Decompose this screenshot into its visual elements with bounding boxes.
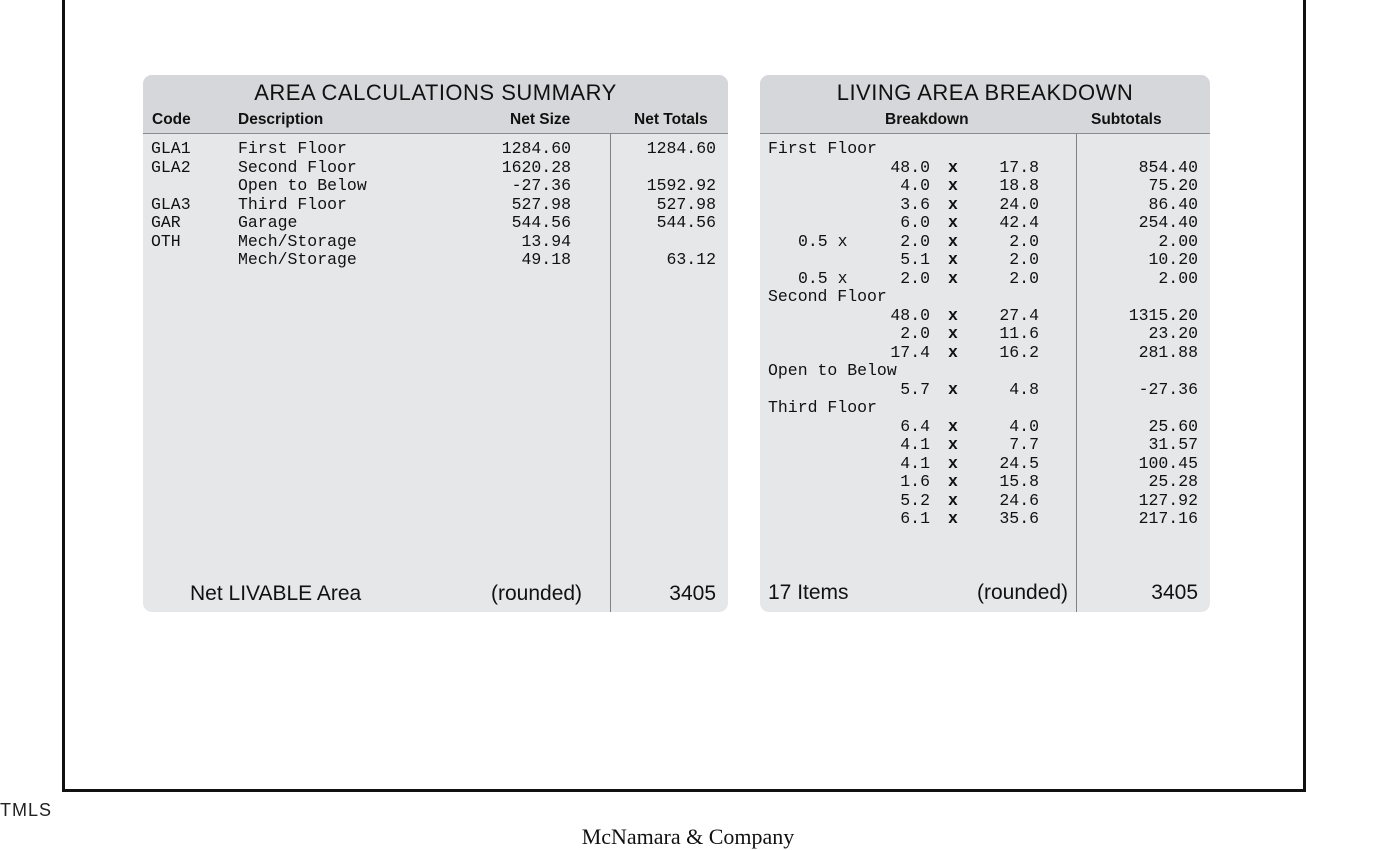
- row-subtotal: 254.40: [1138, 213, 1198, 232]
- table-row: [143, 251, 728, 270]
- breakdown-title: LIVING AREA BREAKDOWN: [836, 80, 1134, 105]
- row-dim-b: 24.5: [999, 453, 1039, 473]
- table-row: [760, 177, 1210, 196]
- table-row: [760, 418, 1210, 437]
- table-row: [760, 307, 1210, 326]
- table-row: [760, 325, 1210, 344]
- row-dim-a: 5.7: [900, 379, 930, 399]
- summary-footer-rounded: (rounded): [491, 582, 583, 605]
- row-net-size: 1284.60: [501, 139, 571, 158]
- row-subtotal: 25.60: [1148, 416, 1198, 436]
- row-description: Mech/Storage: [238, 231, 357, 251]
- row-times: x: [948, 342, 958, 362]
- row-subtotal: 75.20: [1148, 176, 1198, 195]
- row-subtotal: 217.16: [1138, 509, 1198, 528]
- row-description: First Floor: [238, 139, 347, 158]
- row-dim-a: 2.0: [900, 268, 930, 288]
- row-dim-a: 2.0: [900, 324, 930, 343]
- row-dim-b: 7.7: [1009, 435, 1039, 454]
- section-row: [760, 399, 1210, 418]
- row-dim-a: 48.0: [890, 157, 930, 177]
- section-label: Open to Below: [768, 361, 897, 380]
- table-row: [760, 436, 1210, 455]
- table-row: [760, 233, 1210, 252]
- row-code: GLA1: [151, 139, 191, 158]
- row-description: Mech/Storage: [238, 250, 357, 269]
- row-dim-a: 6.1: [900, 509, 930, 528]
- row-subtotal: 31.57: [1148, 435, 1198, 454]
- row-description: Garage: [238, 213, 298, 232]
- table-row: [760, 492, 1210, 511]
- table-row: [760, 196, 1210, 215]
- row-dim-a: 2.0: [900, 231, 930, 251]
- table-row: [760, 510, 1210, 529]
- row-dim-b: 16.2: [999, 342, 1039, 362]
- row-times: x: [948, 268, 958, 288]
- row-subtotal: 2.00: [1158, 231, 1198, 251]
- row-times: x: [948, 416, 958, 436]
- living-area-breakdown-panel: [760, 75, 1210, 612]
- table-row: [143, 140, 728, 159]
- row-dim-b: 27.4: [999, 305, 1039, 325]
- breakdown-header: [760, 75, 1210, 134]
- table-row: [143, 196, 728, 215]
- row-code: GAR: [151, 213, 181, 232]
- table-row: [760, 455, 1210, 474]
- col-breakdown: Breakdown: [885, 111, 969, 128]
- row-dim-b: 35.6: [999, 509, 1039, 528]
- row-net-total: 1284.60: [646, 139, 716, 158]
- row-net-size: 544.56: [511, 213, 571, 232]
- row-times: x: [948, 490, 958, 510]
- area-calculations-summary-panel: [143, 75, 728, 612]
- row-times: x: [948, 176, 958, 195]
- row-dim-b: 18.8: [999, 176, 1039, 195]
- row-times: x: [948, 213, 958, 232]
- row-description: Second Floor: [238, 157, 357, 177]
- row-dim-a: 1.6: [900, 472, 930, 491]
- section-label: First Floor: [768, 139, 877, 158]
- row-times: x: [948, 472, 958, 491]
- row-times: x: [948, 250, 958, 269]
- row-dim-b: 4.8: [1009, 379, 1039, 399]
- row-subtotal: 10.20: [1148, 250, 1198, 269]
- row-dim-a: 4.1: [900, 435, 930, 454]
- row-code: OTH: [151, 231, 181, 251]
- row-dim-a: 4.1: [900, 453, 930, 473]
- row-times: x: [948, 231, 958, 251]
- breakdown-footer-total: 3405: [1151, 581, 1198, 604]
- row-subtotal: 127.92: [1138, 490, 1198, 510]
- summary-footer-label: Net LIVABLE Area: [190, 582, 362, 605]
- row-net-size: 49.18: [521, 250, 571, 269]
- row-code: GLA3: [151, 194, 191, 214]
- table-row: [760, 344, 1210, 363]
- summary-header: [143, 75, 728, 134]
- row-dim-b: 17.8: [999, 157, 1039, 177]
- row-dim-b: 24.6: [999, 490, 1039, 510]
- row-subtotal: 100.45: [1138, 453, 1198, 473]
- row-subtotal: 25.28: [1148, 472, 1198, 491]
- row-net-size: -27.36: [511, 176, 571, 195]
- row-subtotal: 854.40: [1138, 157, 1198, 177]
- row-net-size: 1620.28: [501, 157, 571, 177]
- table-row: [760, 381, 1210, 400]
- row-times: x: [948, 324, 958, 343]
- section-label: Third Floor: [768, 398, 877, 417]
- row-dim-a: 5.1: [900, 250, 930, 269]
- col-description: Description: [238, 111, 324, 128]
- company-name: McNamara & Company: [581, 824, 795, 849]
- breakdown-footer-items: 17 Items: [768, 581, 849, 604]
- row-dim-a: 5.2: [900, 490, 930, 510]
- row-dim-a: 48.0: [890, 305, 930, 325]
- row-description: Third Floor: [238, 194, 347, 214]
- table-row: [760, 214, 1210, 233]
- row-factor: 0.5 x: [798, 231, 848, 251]
- row-dim-b: 2.0: [1009, 231, 1039, 251]
- row-dim-b: 2.0: [1009, 268, 1039, 288]
- row-dim-b: 4.0: [1009, 416, 1039, 436]
- col-net-size: Net Size: [510, 111, 571, 128]
- section-label: Second Floor: [768, 287, 887, 306]
- row-dim-a: 3.6: [900, 194, 930, 214]
- row-dim-b: 42.4: [999, 213, 1039, 232]
- row-net-total: 527.98: [656, 194, 716, 214]
- margin-label: TMLS: [0, 800, 53, 820]
- row-subtotal: 281.88: [1138, 342, 1198, 362]
- table-row: [143, 177, 728, 196]
- row-subtotal: 2.00: [1158, 268, 1198, 288]
- row-dim-a: 6.4: [900, 416, 930, 436]
- table-row: [760, 473, 1210, 492]
- table-row: [143, 233, 728, 252]
- row-dim-b: 24.0: [999, 194, 1039, 214]
- row-times: x: [948, 453, 958, 473]
- row-subtotal: -27.36: [1138, 379, 1198, 399]
- row-times: x: [948, 157, 958, 177]
- section-row: [760, 362, 1210, 381]
- row-subtotal: 86.40: [1148, 194, 1198, 214]
- table-row: [760, 159, 1210, 178]
- breakdown-footer-rounded: (rounded): [977, 581, 1069, 604]
- row-times: x: [948, 435, 958, 454]
- col-code: Code: [152, 111, 191, 128]
- row-dim-b: 15.8: [999, 472, 1039, 491]
- row-description: Open to Below: [238, 176, 367, 195]
- row-dim-b: 11.6: [999, 324, 1039, 343]
- table-row: [143, 159, 728, 178]
- row-net-size: 13.94: [521, 231, 571, 251]
- row-net-size: 527.98: [511, 194, 571, 214]
- row-subtotal: 1315.20: [1128, 305, 1198, 325]
- table-row: [760, 270, 1210, 289]
- row-times: x: [948, 305, 958, 325]
- row-subtotal: 23.20: [1148, 324, 1198, 343]
- section-row: [760, 288, 1210, 307]
- col-subtotals: Subtotals: [1091, 111, 1162, 128]
- summary-footer-total: 3405: [669, 582, 716, 605]
- row-net-total: 544.56: [656, 213, 716, 232]
- row-dim-a: 4.0: [900, 176, 930, 195]
- table-row: [143, 214, 728, 233]
- table-row: [760, 251, 1210, 270]
- row-net-total: 1592.92: [646, 176, 716, 195]
- summary-title: AREA CALCULATIONS SUMMARY: [254, 80, 617, 105]
- row-code: GLA2: [151, 157, 191, 177]
- row-dim-b: 2.0: [1009, 250, 1039, 269]
- section-row: [760, 140, 1210, 159]
- row-factor: 0.5 x: [798, 268, 848, 288]
- row-times: x: [948, 379, 958, 399]
- row-dim-a: 17.4: [890, 342, 930, 362]
- row-net-total: 63.12: [666, 250, 716, 269]
- row-times: x: [948, 509, 958, 528]
- row-dim-a: 6.0: [900, 213, 930, 232]
- col-net-totals: Net Totals: [634, 111, 708, 128]
- row-times: x: [948, 194, 958, 214]
